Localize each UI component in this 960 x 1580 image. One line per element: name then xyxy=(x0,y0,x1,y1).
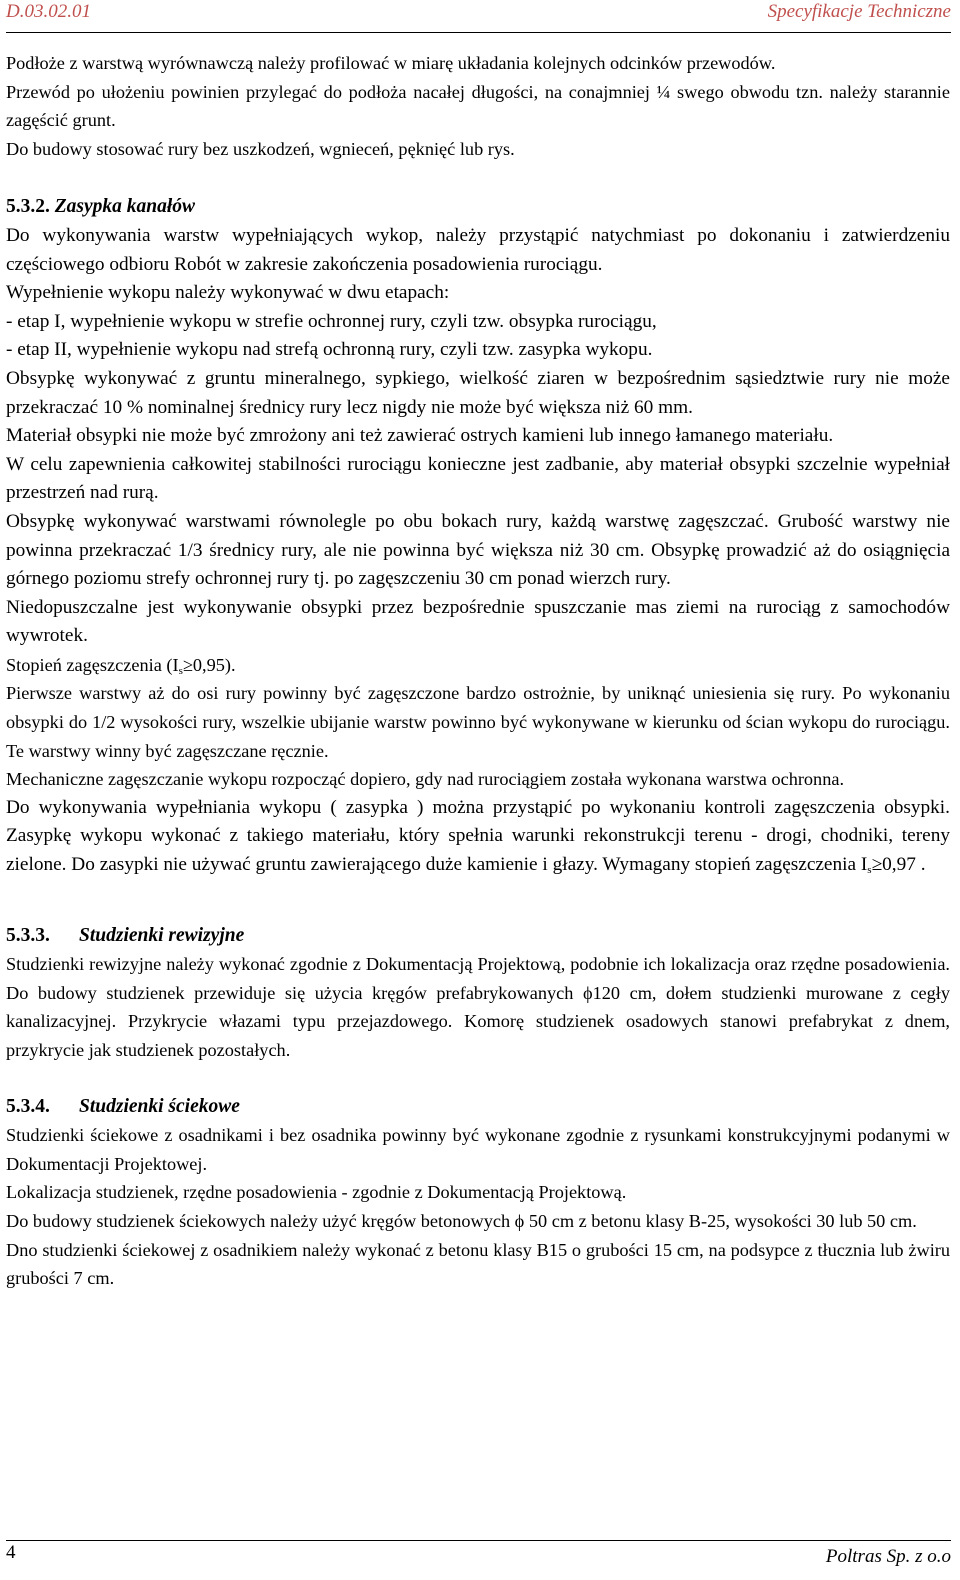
paragraph: Lokalizacja studzienek, rzędne posadowienia - zgodnie z Dokumentacją Projektową. xyxy=(6,1182,627,1203)
compaction-label: Stopień zagęszczenia (I xyxy=(6,654,179,675)
section-title: Studzienki rewizyjne xyxy=(79,924,245,946)
company-name: Poltras Sp. z o.o xyxy=(825,1546,951,1567)
intro-paragraph: Do budowy stosować rury bez uszkodzeń, wgnieceń, pęknięć lub rys. xyxy=(6,138,515,159)
compaction-subscript: s xyxy=(178,664,183,677)
section-number: 5.3.2. xyxy=(6,196,50,218)
paragraph: Do budowy studzienek ściekowych należy użyć kręgów betonowych ϕ 50 cm z betonu klasy B-25, wysokości 30 lub 50 cm. xyxy=(6,1210,917,1231)
header-rule xyxy=(6,32,951,33)
paragraph: Studzienki ściekowe z osadnikami i bez osadnika powinny być wykonane zgodnie z rysunkami konstrukcyjnymi podanymi w Dokumentacji Projektowej. xyxy=(6,1125,950,1174)
intro-paragraph: Podłoże z warstwą wyrównawczą należy profilować w miarę układania kolejnych odcinków przewodów. xyxy=(6,53,776,73)
compaction-requirement xyxy=(6,651,950,680)
paragraph: Dno studzienki ściekowej z osadnikiem należy wykonać z betonu klasy B15 o grubości 15 cm, na podsypce z tłucznia lub żwiru grubości 7 cm. xyxy=(6,1239,950,1289)
section-532 xyxy=(6,193,950,222)
paragraph: Materiał obsypki nie może być zmrożony ani też zawierać ostrych kamieni lub innego łamanego materiału. xyxy=(6,425,834,447)
final-subscript: s xyxy=(867,864,872,877)
paragraph: Niedopuszczalne jest wykonywanie obsypki przez bezpośrednie spuszczanie mas ziemi na rurociąg z samochodów wywrotek. xyxy=(6,596,950,647)
document-type: Specyfikacje Techniczne xyxy=(767,1,951,22)
paragraph: Obsypkę wykonywać z gruntu mineralnego, sypkiego, wielkość ziaren w bezpośrednim sąsiedztwie rury nie może przekraczać 10 % nominalnej średnicy rury lecz nigdy nie może być większa niż 60 mm. xyxy=(6,367,950,418)
intro-paragraph: Przewód po ułożeniu powinien przylegać do podłoża nacałej długości, na conajmniej ¼ swego obwodu tzn. należy starannie zagęścić grunt. xyxy=(6,81,950,131)
footer-rule xyxy=(6,1540,951,1541)
section-533-heading xyxy=(6,922,950,951)
section-number: 5.3.3. xyxy=(6,924,50,946)
section-534-heading xyxy=(6,1093,950,1122)
section-number: 5.3.4. xyxy=(6,1095,50,1117)
paragraph: Do wykonywania warstw wypełniających wykop, należy przystąpić natychmiast po dokonaniu i zatwierdzeniu częściowego odbioru Robót w zakresie zakończenia posadowienia rurociągu. xyxy=(6,224,950,275)
page-number: 4 xyxy=(6,1542,16,1563)
document-code: D.03.02.01 xyxy=(6,1,91,22)
paragraph: Wypełnienie wykopu należy wykonywać w dwu etapach: xyxy=(6,282,450,304)
paragraph: Obsypkę wykonywać warstwami równolegle po obu bokach rury, każdą warstwę zagęszczać. Grubość warstwy nie powinna przekraczać 1/3 średnicy rury, ale nie powinna być większa niż 30 cm. Obsypkę prowadzić aż do osiągnięcia górnego poziomu strefy ochronnej rury tj. po zagęszczeniu 30 cm ponad wierzch rury. xyxy=(6,510,950,590)
section-532-heading xyxy=(6,196,195,217)
paragraph: W celu zapewnienia całkowitej stabilności rurociągu konieczne jest zadbanie, aby materiał obsypki szczelnie wypełniał przestrzeń nad rurą. xyxy=(6,453,950,504)
section-title: Zasypka kanałów xyxy=(54,196,196,218)
paragraph: Pierwsze warstwy aż do osi rury powinny być zagęszczone bardzo ostrożnie, by uniknąć uniesienia się rury. Po wykonaniu obsypki do 1/2 wysokości rury, wszelkie ubijanie warstw powinno być wykonywane w kierunku od ścian wykopu do rurociągu. Te warstwy winny być zagęszczane ręcznie. xyxy=(6,683,950,761)
section-title: Studzienki ściekowe xyxy=(79,1095,240,1117)
final-value: ≥0,97 . xyxy=(871,854,926,876)
paragraph xyxy=(6,794,950,880)
list-item: - etap II, wypełnienie wykopu nad strefą ochronną rury, czyli tzw. zasypka wykopu. xyxy=(6,339,653,361)
final-text: Do wykonywania wypełniania wykopu ( zasypka ) można przystąpić po wykonaniu kontroli zagęszczenia obsypki. Zasypkę wykopu wykonać z takiego materiału, który spełnia warunki rekonstrukcji terenu - drogi, chodniki, tereny zielone. Do zasypki nie używać gruntu zawierającego duże kamienie i głazy. Wymagany stopień zagęszczenia I xyxy=(6,796,950,876)
paragraph: Studzienki rewizyjne należy wykonać zgodnie z Dokumentacją Projektową, podobnie ich lokalizacja oraz rzędne posadowienia. Do budowy studzienek przewiduje się użycia kręgów prefabrykowanych ϕ120 cm, dołem studzienki murowane z cegły kanalizacyjnej. Przykrycie włazami typu przejazdowego. Komorę studzienek osadowych stanowi prefabrykat z dnem, przykrycie jak studzienek pozostałych. xyxy=(6,954,950,1060)
list-item: - etap I, wypełnienie wykopu w strefie ochronnej rury, czyli tzw. obsypka rurociągu, xyxy=(6,310,657,332)
page-body xyxy=(6,49,950,1293)
paragraph: Mechaniczne zagęszczanie wykopu rozpocząć dopiero, gdy nad rurociągiem została wykonana warstwa ochronna. xyxy=(6,769,845,790)
compaction-value: ≥0,95). xyxy=(182,654,236,675)
